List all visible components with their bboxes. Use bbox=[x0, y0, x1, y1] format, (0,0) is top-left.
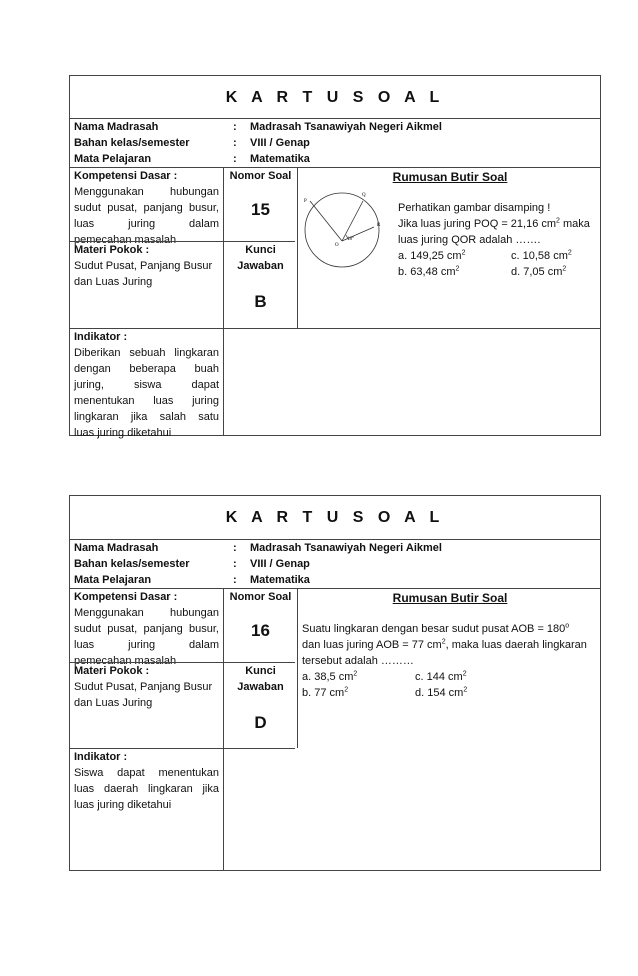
nomor-soal-value: 16 bbox=[251, 621, 270, 640]
kunci-label: Kunci bbox=[245, 244, 276, 256]
jawaban-label: Jawaban bbox=[237, 681, 284, 693]
card-title: K A R T U S O A L bbox=[225, 509, 445, 526]
label-nama-madrasah: Nama Madrasah bbox=[74, 542, 159, 554]
option-a: a. 38,5 $cm^2$ bbox=[302, 670, 358, 683]
colon: : bbox=[233, 137, 237, 149]
value-bahan-kelas: VIII / Genap bbox=[250, 558, 310, 570]
nomor-soal-value: 15 bbox=[251, 200, 270, 219]
question-card-15 bbox=[69, 75, 601, 439]
colon: : bbox=[233, 574, 237, 586]
kunci-label: Kunci bbox=[245, 665, 276, 677]
indikator-line: Siswa dapat menentukan bbox=[74, 767, 219, 779]
kompetensi-label: Kompetensi Dasar : bbox=[74, 591, 178, 603]
question-card-16 bbox=[69, 495, 601, 871]
label-bahan-kelas: Bahan kelas/semester bbox=[74, 137, 190, 149]
indikator-line: Diberikan sebuah lingkaran bbox=[74, 347, 219, 359]
rumusan-label: Rumusan Butir Soal bbox=[392, 170, 508, 184]
materi-label: Materi Pokok : bbox=[74, 665, 150, 677]
question-line: Perhatikan gambar disamping ! bbox=[398, 202, 551, 214]
colon: : bbox=[233, 558, 237, 570]
value-mata-pelajaran: Matematika bbox=[250, 574, 310, 586]
label-mata-pelajaran: Mata Pelajaran bbox=[74, 574, 152, 586]
angle-label: 18° bbox=[347, 237, 354, 242]
question-line: luas juring QOR adalah ……. bbox=[398, 234, 541, 246]
option-b: b. 63,48 $cm^2$ bbox=[398, 265, 460, 278]
indikator-line: luas juring diketahui bbox=[74, 427, 172, 439]
materi-line: Sudut Pusat, Panjang Busur bbox=[74, 260, 213, 272]
colon: : bbox=[233, 542, 237, 554]
value-nama-madrasah: Madrasah Tsanawiyah Negeri Aikmel bbox=[250, 542, 442, 554]
materi-line: dan Luas Juring bbox=[74, 276, 153, 288]
option-d: d. 7,05 $cm^2$ bbox=[511, 265, 567, 278]
rumusan-label: Rumusan Butir Soal bbox=[392, 591, 508, 605]
kompetensi-line: Menggunakan hubungan bbox=[74, 607, 219, 619]
kunci-jawaban-value: D bbox=[254, 713, 267, 732]
card-title: K A R T U S O A L bbox=[225, 89, 445, 106]
materi-label: Materi Pokok : bbox=[74, 244, 150, 256]
kunci-jawaban-value: B bbox=[254, 292, 267, 311]
circle-figure bbox=[302, 184, 388, 276]
option-d: d. 154 $cm^2$ bbox=[415, 686, 468, 699]
radius-op bbox=[310, 201, 342, 241]
question-line: Jika luas juring POQ = 21,16 $cm^2$ maka bbox=[398, 217, 590, 230]
point-p-label: P bbox=[304, 199, 307, 204]
jawaban-label: Jawaban bbox=[237, 260, 284, 272]
indikator-line: luas daerah lingkaran jika bbox=[74, 783, 219, 795]
question-line: tersebut adalah ……… bbox=[302, 655, 414, 667]
kompetensi-line: pemecahan masalah bbox=[74, 234, 177, 246]
indikator-line: luas juring diketahui bbox=[74, 799, 172, 811]
nomor-soal-label: Nomor Soal bbox=[229, 170, 292, 182]
radius-oq bbox=[342, 201, 363, 241]
kompetensi-line: luas juring dalam bbox=[74, 639, 219, 651]
value-mata-pelajaran: Matematika bbox=[250, 153, 310, 165]
label-nama-madrasah: Nama Madrasah bbox=[74, 121, 159, 133]
indikator-line: dengan beberapa buah bbox=[74, 363, 219, 375]
question-line: Suatu lingkaran dengan besar sudut pusat AOB = $180^o$ bbox=[302, 622, 570, 635]
kompetensi-line: sudut pusat, panjang busur, bbox=[74, 202, 219, 214]
superscript-o: o bbox=[565, 622, 570, 630]
label-bahan-kelas: Bahan kelas/semester bbox=[74, 558, 190, 570]
indikator-label: Indikator : bbox=[74, 751, 128, 763]
indikator-line: juring, siswa dapat bbox=[74, 379, 219, 391]
option-c: c. 10,58 $cm^2$ bbox=[511, 249, 572, 262]
value-nama-madrasah: Madrasah Tsanawiyah Negeri Aikmel bbox=[250, 121, 442, 133]
kompetensi-line: pemecahan masalah bbox=[74, 655, 177, 667]
question-line: dan luas juring AOB = 77 $cm^2$, maka luas daerah lingkaran bbox=[302, 638, 587, 651]
kompetensi-line: sudut pusat, panjang busur, bbox=[74, 623, 219, 635]
indikator-line: lingkaran jika salah satu bbox=[74, 411, 219, 423]
colon: : bbox=[233, 121, 237, 133]
superscript-2: 2 bbox=[556, 217, 560, 225]
label-mata-pelajaran: Mata Pelajaran bbox=[74, 153, 152, 165]
point-q-label: Q bbox=[362, 193, 366, 198]
indikator-line: menentukan luas juring bbox=[74, 395, 219, 407]
kompetensi-line: Menggunakan hubungan bbox=[74, 186, 219, 198]
center-o-label: O bbox=[335, 243, 339, 248]
indikator-label: Indikator : bbox=[74, 331, 128, 343]
option-b: b. 77 $cm^2$ bbox=[302, 686, 349, 699]
kompetensi-label: Kompetensi Dasar : bbox=[74, 170, 178, 182]
point-r-label: R bbox=[377, 223, 381, 228]
option-c: c. 144 $cm^2$ bbox=[415, 670, 467, 683]
materi-line: Sudut Pusat, Panjang Busur bbox=[74, 681, 213, 693]
colon: : bbox=[233, 153, 237, 165]
value-bahan-kelas: VIII / Genap bbox=[250, 137, 310, 149]
superscript-2: 2 bbox=[441, 638, 446, 646]
materi-line: dan Luas Juring bbox=[74, 697, 153, 709]
nomor-soal-label: Nomor Soal bbox=[229, 591, 292, 603]
option-a: a. 149,25 $cm^2$ bbox=[398, 249, 466, 262]
kompetensi-line: luas juring dalam bbox=[74, 218, 219, 230]
